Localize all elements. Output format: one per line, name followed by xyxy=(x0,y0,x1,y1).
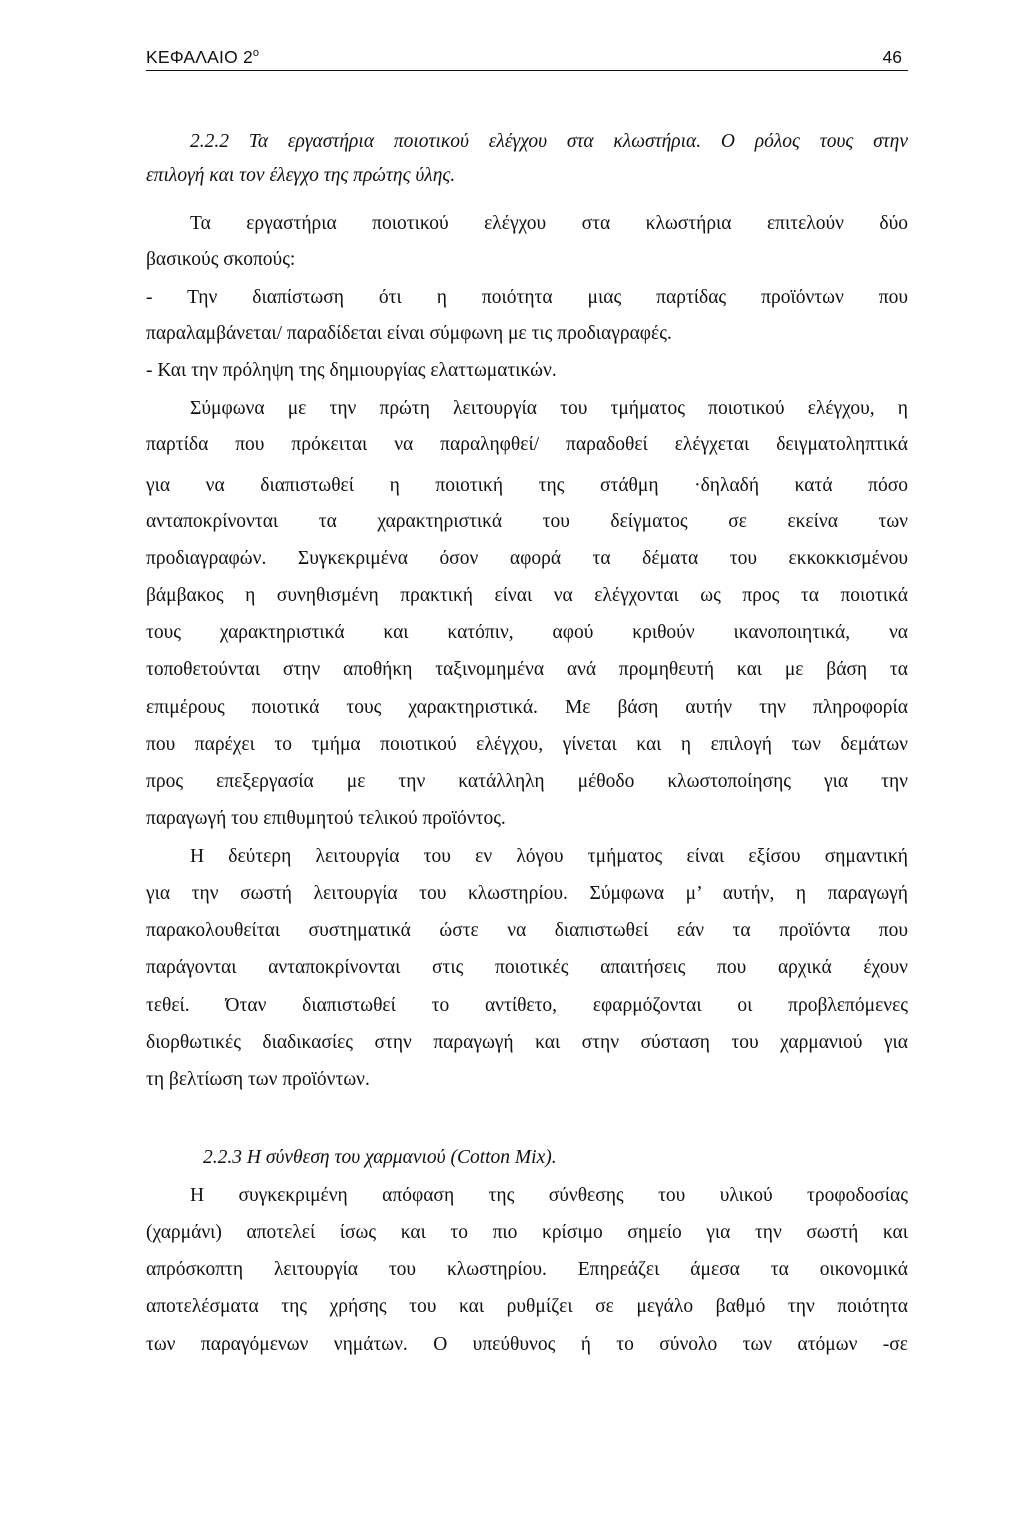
bullet-line: παραλαμβάνεται/ παραδίδεται είναι σύμφωνη με τις προδιαγραφές. xyxy=(146,323,672,344)
paragraph-line: για την σωστή λειτουργία του κλωστηρίου. Σύμφωνα μ’ αυτήν, η παραγωγή xyxy=(146,883,908,904)
paragraph-line: Η δεύτερη λειτουργία του εν λόγου τμήματος είναι εξίσου σημαντική xyxy=(190,846,908,867)
paragraph-line: που παρέχει το τμήμα ποιοτικού ελέγχου, γίνεται και η επιλογή των δεμάτων xyxy=(146,734,908,755)
chapter-label: ΚΕΦΑΛΑΙΟ $2^o$ xyxy=(146,47,260,67)
bullet-line: - Την διαπίστωση ότι η ποιότητα μιας παρτίδας προϊόντων που xyxy=(146,287,908,308)
paragraph-line: ανταποκρίνονται τα χαρακτηριστικά του δείγματος σε εκείνα των xyxy=(146,511,908,532)
paragraph-line: βασικούς σκοπούς: xyxy=(146,249,296,270)
page-header xyxy=(146,44,908,71)
paragraph-line: Σύμφωνα με την πρώτη λειτουργία του τμήματος ποιοτικού ελέγχου, η xyxy=(190,398,908,419)
paragraph-line: απρόσκοπτη λειτουργία του κλωστηρίου. Επηρεάζει άμεσα τα οικονομικά xyxy=(146,1259,908,1280)
paragraph-line: προδιαγραφών. Συγκεκριμένα όσον αφορά τα δέματα του εκκοκκισμένου xyxy=(146,548,908,569)
paragraph-line: Η συγκεκριμένη απόφαση της σύνθεσης του υλικού τροφοδοσίας xyxy=(190,1185,908,1206)
paragraph-line: βάμβακος η συνηθισμένη πρακτική είναι να ελέγχονται ως προς τα ποιοτικά xyxy=(146,585,908,606)
document-page xyxy=(146,0,908,1514)
paragraph-line: των παραγόμενων νημάτων. Ο υπεύθυνος ή το σύνολο των ατόμων -σε xyxy=(146,1334,908,1355)
paragraph-line: τοποθετούνται στην αποθήκη ταξινομημένα ανά προμηθευτή και με βάση τα xyxy=(146,659,908,680)
paragraph-line: παράγονται ανταποκρίνονται στις ποιοτικές απαιτήσεις που αρχικά έχουν xyxy=(146,957,908,978)
paragraph-line: διορθωτικές διαδικασίες στην παραγωγή και στην σύσταση του χαρμανιού για xyxy=(146,1032,908,1053)
paragraph-line: προς επεξεργασία με την κατάλληλη μέθοδο κλωστοποίησης για την xyxy=(146,771,908,792)
paragraph-line: για να διαπιστωθεί η ποιοτική της στάθμη ·δηλαδή κατά πόσο xyxy=(146,475,908,496)
paragraph-line: τεθεί. Όταν διαπιστωθεί το αντίθετο, εφαρμόζονται οι προβλεπόμενες xyxy=(146,995,908,1016)
bullet-line: - Και την πρόληψη της δημιουργίας ελαττωματικών. xyxy=(146,360,557,381)
paragraph-line: αποτελέσματα της χρήσης του και ρυθμίζει σε μεγάλο βαθμό την ποιότητα xyxy=(146,1296,908,1317)
section-heading: 2.2.3 Η σύνθεση του χαρμανιού (Cotton Mix). xyxy=(203,1147,557,1168)
section-heading-line: 2.2.2 Τα εργαστήρια ποιοτικού ελέγχου στα κλωστήρια. Ο ρόλος τους στην xyxy=(190,131,908,152)
page-number: 46 xyxy=(882,47,902,67)
paragraph-line: Τα εργαστήρια ποιοτικού ελέγχου στα κλωστήρια επιτελούν δύο xyxy=(190,213,908,234)
paragraph-line: επιμέρους ποιοτικά τους χαρακτηριστικά. Με βάση αυτήν την πληροφορία xyxy=(146,697,908,718)
paragraph-line: τη βελτίωση των προϊόντων. xyxy=(146,1069,370,1090)
paragraph-line: τους χαρακτηριστικά και κατόπιν, αφού κριθούν ικανοποιητικά, να xyxy=(146,622,908,643)
paragraph-line: παρακολουθείται συστηματικά ώστε να διαπιστωθεί εάν τα προϊόντα που xyxy=(146,920,908,941)
section-heading-line: επιλογή και τον έλεγχο της πρώτης ύλης. xyxy=(146,165,456,186)
paragraph-line: (χαρμάνι) αποτελεί ίσως και το πιο κρίσιμο σημείο για την σωστή και xyxy=(146,1222,908,1243)
paragraph-line: παραγωγή του επιθυμητού τελικού προϊόντος. xyxy=(146,808,506,829)
paragraph-line: παρτίδα που πρόκειται να παραληφθεί/ παραδοθεί ελέγχεται δειγματοληπτικά xyxy=(146,434,908,455)
